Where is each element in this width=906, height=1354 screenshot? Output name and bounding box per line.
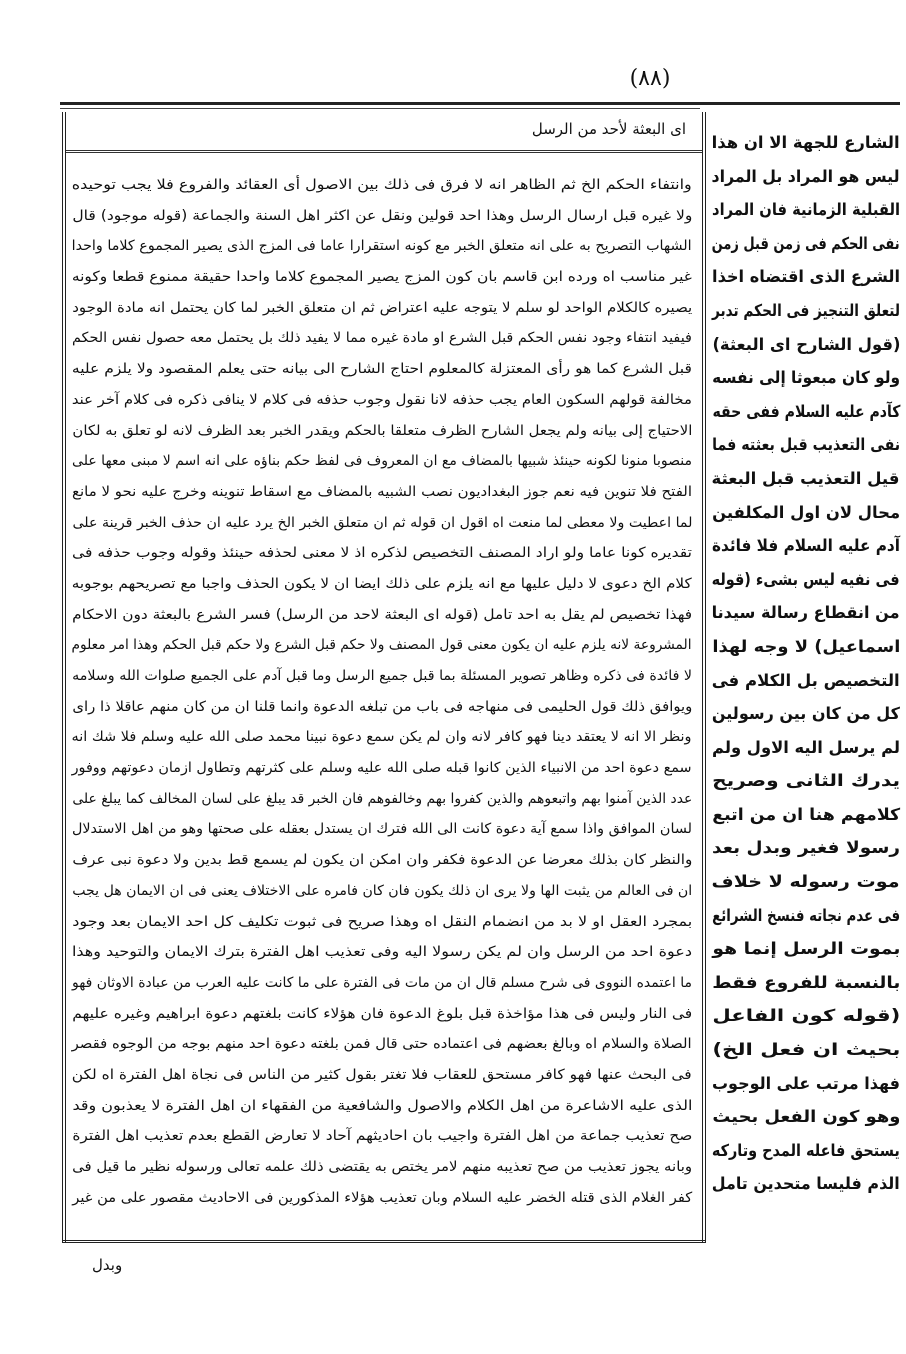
margin-text-line: موت رسوله لا خلاف — [712, 872, 900, 892]
main-text-line: منصوبا منونا لكونه حينئذ شبيها بالمضاف مع ان المعروف فى لفظ حكم بناؤه على انه اسم لا مبنى معها على — [72, 453, 692, 470]
catchword: وبدل — [92, 1256, 123, 1274]
main-text-line: قبل الشرع كما هو رأى المعتزلة كالمعلوم احتاج الشارح الى بيانه حتى يعلم المقصود ولا يلزم عليه — [72, 361, 692, 378]
margin-text-line: التخصيص بل الكلام فى — [712, 670, 900, 690]
main-text-line: لسان الموافق واذا سمع آية دعوة كانت الى الله فترك ان يستدل بعقله على صحتها وهو من اهل الاستدلال — [72, 821, 692, 838]
margin-text-line: الشرع الذى اقتضاه اخذا — [712, 267, 900, 287]
main-text-line: يصيره كالكلام الواحد لو سلم لا يتوجه عليه اعتراض ثم ان متعلق الخبر لما كان يحتمل انه مادة الوجود — [72, 299, 692, 316]
main-text-line: الاحتياج إلى بيانه ولم يجعل الشارح الظرف متعلقا بالحكم ويقدر الخبر بعد الظرف لانه لو تعلق به لكان — [72, 422, 692, 439]
main-text-line: غير مناسب اه ورده ابن قاسم بان كون المزج يصير المجموع كلاما واحدا حقيقة ممنوع قطعا وكونه — [72, 269, 692, 286]
main-text-line: وانتفاء الحكم الخ ثم الظاهر انه لا فرق فى ذلك بين الاصول أى العقائد والفروع فلا يجب توحيده — [72, 177, 692, 193]
margin-text-line: لم يرسل اليه الاول ولم — [712, 737, 900, 757]
main-text-line: والنظر كان بذلك معرضا عن الدعوة فكفر وان امكن ان يكون لم يسمع قط بدين ولا دعوة نبى عرف — [72, 852, 692, 869]
margin-text-line: فهذا مرتب على الوجوب — [712, 1073, 900, 1093]
margin-text-line: وهو كون الفعل بحيث — [712, 1107, 900, 1127]
margin-text-line: (قول الشارح اى البعثة) — [712, 334, 900, 354]
margin-text-line: آدم عليه السلام فلا فائدة — [712, 536, 900, 556]
main-text-line: ما اعتمده النووى فى شرح مسلم قال ان من مات فى الفترة على ما كانت عليه العرب من عبادة الاوثان فهو — [72, 974, 692, 991]
main-text-line: فيفيد انتفاء وجود نفس الحكم قبل الشرع او مادة غيره مما لا يفيد ذلك بل يحتمل معه حصول نفس الحكم — [72, 330, 692, 347]
main-text-line: عدد الذين آمنوا بهم واتبعوهم والذين كفروا بهم وخالفوهم فان الخبر قد يبلغ على لسان المخالف كما يبلغ على — [72, 790, 692, 807]
main-text-line: الشهاب التصريح به على انه متعلق الخبر مع كونه استقرارا عاما فى المزج الذى يصير المجموع كلاما واحدا — [71, 238, 692, 255]
margin-text-line: من انقطاع رسالة سيدنا — [712, 603, 900, 623]
margin-commentary — [712, 126, 900, 1201]
margin-text-line: نفى التعذيب قبل بعثته فما — [712, 435, 900, 455]
main-text-line: ان فى العالم من يثبت الها ولا يرى ان ذلك يكون فان كان فامره على الاختلاف يعنى فى ان الايمان هل يجب — [72, 882, 692, 899]
margin-text-line: الذم فليسا متحدين تامل — [712, 1174, 900, 1194]
main-text-line: لما اعطيت ولا معطى لما منعت اه اقول ان قوله ثم ان متعلق الخبر الخ يرد عليه ان حذف الخبر قرينة على — [72, 514, 692, 531]
margin-text-line: (قوله كون الفاعل — [712, 1006, 900, 1026]
margin-text-line: بحيث ان فعل الخ) — [712, 1040, 900, 1060]
main-text-line: لا فائدة فى ذكره وظاهر تصوير المسئلة بما قبل جميع الرسل وما قبل آدم على الجميع صلوات الله وسلامه — [72, 668, 692, 684]
margin-text-line: الشارع للجهة الا ان هذا — [712, 133, 900, 152]
main-text-line: بمجرد العقل او لا بد من انضمام النقل اه وهذا صريح فى ثبوت تكليف كل احد الايمان بعد وجود — [72, 913, 692, 930]
main-text-line: الصلاة والسلام اه وبالغ بعضهم فى اعتماده حتى قال فمن بلغته دعوة احد منهم بوجه من الوجوه فقصر — [72, 1036, 692, 1053]
page-number: (٨٨) — [629, 66, 671, 91]
main-text-line: دعوة احد من الرسل وان لم يكن رسولا اليه وفى تعذيب اهل الفترة بترك الايمان والتوحيد وهذا — [72, 944, 692, 961]
main-text-line: المشروعة لانه يلزم عليه ان يكون معنى قول المصنف ولا حكم قبل الشرع ولا حكم قبل الحكم وهذا امر معلوم — [72, 637, 692, 654]
main-text-line: ويوافق ذلك قول الحليمى فى منهاجه فى باب من تبلغه الدعوة وانما قلنا ان من كان منهم عاقلا ذا راى — [72, 698, 692, 715]
margin-text-line: يستحق فاعله المدح وتاركه — [712, 1140, 900, 1160]
main-text-line: الذى عليه الاشاعرة من اهل الكلام والاصول والشافعية من الفقهاء ان اهل الفترة لا يعذبون وقد — [72, 1097, 692, 1114]
margin-text-line: القبلية الزمانية فان المراد — [712, 200, 900, 220]
margin-text-line: اسماعيل) لا وجه لهذا — [712, 636, 900, 656]
main-text-line: صح تعذيب جماعة من اهل الفترة واجيب بان احاديثهم آحاد لا تعارض القطع بعدم تعذيب اهل الفترة — [72, 1128, 692, 1145]
main-text-line: سمع دعوة احد من الانبياء الذين كانوا قبله صلى الله عليه وسلم على كثرتهم وتطاول ازمان دعوتهم ووفور — [72, 760, 692, 777]
main-text-line: وبانه يجوز تعذيب من صح تعذيبه منهم لامر يختص به يقتضى ذلك علمه تعالى ورسوله نظير ما قيل فى — [72, 1159, 692, 1175]
main-text-line: تقديره كونا عاما ولو اراد المصنف التخصيص لذكره اذ لا معنى لحذفه حينئذ وقوله وجوب حذفه فى — [72, 545, 692, 562]
margin-text-line: ولو كان مبعوثا إلى نفسه — [712, 368, 900, 388]
main-text-line: ونظر الا انه لا يعتقد دينا فهو كافر لانه وان لم يكن سمع دعوة نبينا محمد صلى الله عليه وسلم فلا شك انه — [71, 729, 692, 746]
margin-text-line: لتعلق التنجيز فى الحكم تدبر — [712, 300, 900, 320]
margin-text-line: رسولا فغير وبدل بعد — [712, 838, 900, 858]
main-text-line: ولا غيره قبل ارسال الرسل وهذا احد قولين ونقل عن اكثر اهل السنة والجماعة (قوله موجود) قال — [72, 207, 692, 224]
main-text-line: كفر الغلام الذى قتله الخضر عليه السلام وبان تعذيب هؤلاء المذكورين فى الاحاديث مقصور على من غير — [72, 1189, 692, 1206]
main-text-line: كلام الخ دعوى لا دليل عليها مع انه يلزم على ذلك ايضا ان لا يكون الحذف واجبا مع تصريحهم بوجوبه — [71, 575, 692, 592]
main-text-line: فهذا تخصيص لم يقل به احد تامل (قوله اى البعثة لاحد من الرسل) فسر الشرع بالبعثة دون الاحكام — [72, 606, 692, 623]
header-rule — [66, 150, 702, 153]
margin-text-line: قيل التعذيب قبل البعثة — [712, 468, 900, 488]
margin-text-line: ليس هو المراد بل المراد — [712, 166, 900, 186]
margin-text-line: بالنسبة للفروع فقط — [712, 972, 900, 992]
margin-text-line: كل من كان بين رسولين — [712, 704, 900, 724]
margin-text-line: فى نفيه ليس بشىء (قوله — [712, 569, 900, 589]
margin-text-line: محال لان اول المكلفين — [712, 502, 900, 522]
main-text-line: فى البحث عنها فهو كافر مستحق للعقاب فلا تغتر بقول كثير من الناس فى نجاة اهل الفترة اه لكن — [72, 1066, 692, 1083]
top-rule — [60, 102, 900, 105]
margin-text-line: كآدم عليه السلام ففى حقه — [712, 401, 900, 421]
top-rule-thin — [60, 108, 700, 109]
bottom-rule — [62, 1240, 706, 1243]
margin-text-line: يدرك الثانى وصريح — [712, 771, 900, 791]
main-text-line: مخالفة قولهم السكون العام يجب حذفه لانا نقول وجوب حذفه فى كلام لا ينافى ذكره فى كلام آخر عند — [72, 391, 692, 408]
main-text-line: الفتح فلا تنوين فيه نعم جوز البغداديون نصب الشبيه بالمضاف مع اسقاط تنوينه وخرج عليه نحو لا مانع — [72, 483, 692, 500]
main-text-body — [72, 170, 692, 1213]
main-text-line: فى النار وليس فى هذا مؤاخذة قبل بلوغ الدعوة فان هؤلاء كانت بلغتهم دعوة ابراهيم وغيره عليهم — [72, 1005, 692, 1022]
running-header: اى البعثة لأحد من الرسل — [531, 120, 686, 138]
margin-text-line: فى عدم نجاته فنسخ الشرائع — [712, 905, 900, 925]
margin-text-line: بموت الرسل إنما هو — [712, 939, 900, 959]
margin-text-line: كلامهم هنا ان من اتبع — [712, 804, 900, 824]
margin-text-line: نفى الحكم فى زمن قبل زمن — [712, 233, 900, 253]
